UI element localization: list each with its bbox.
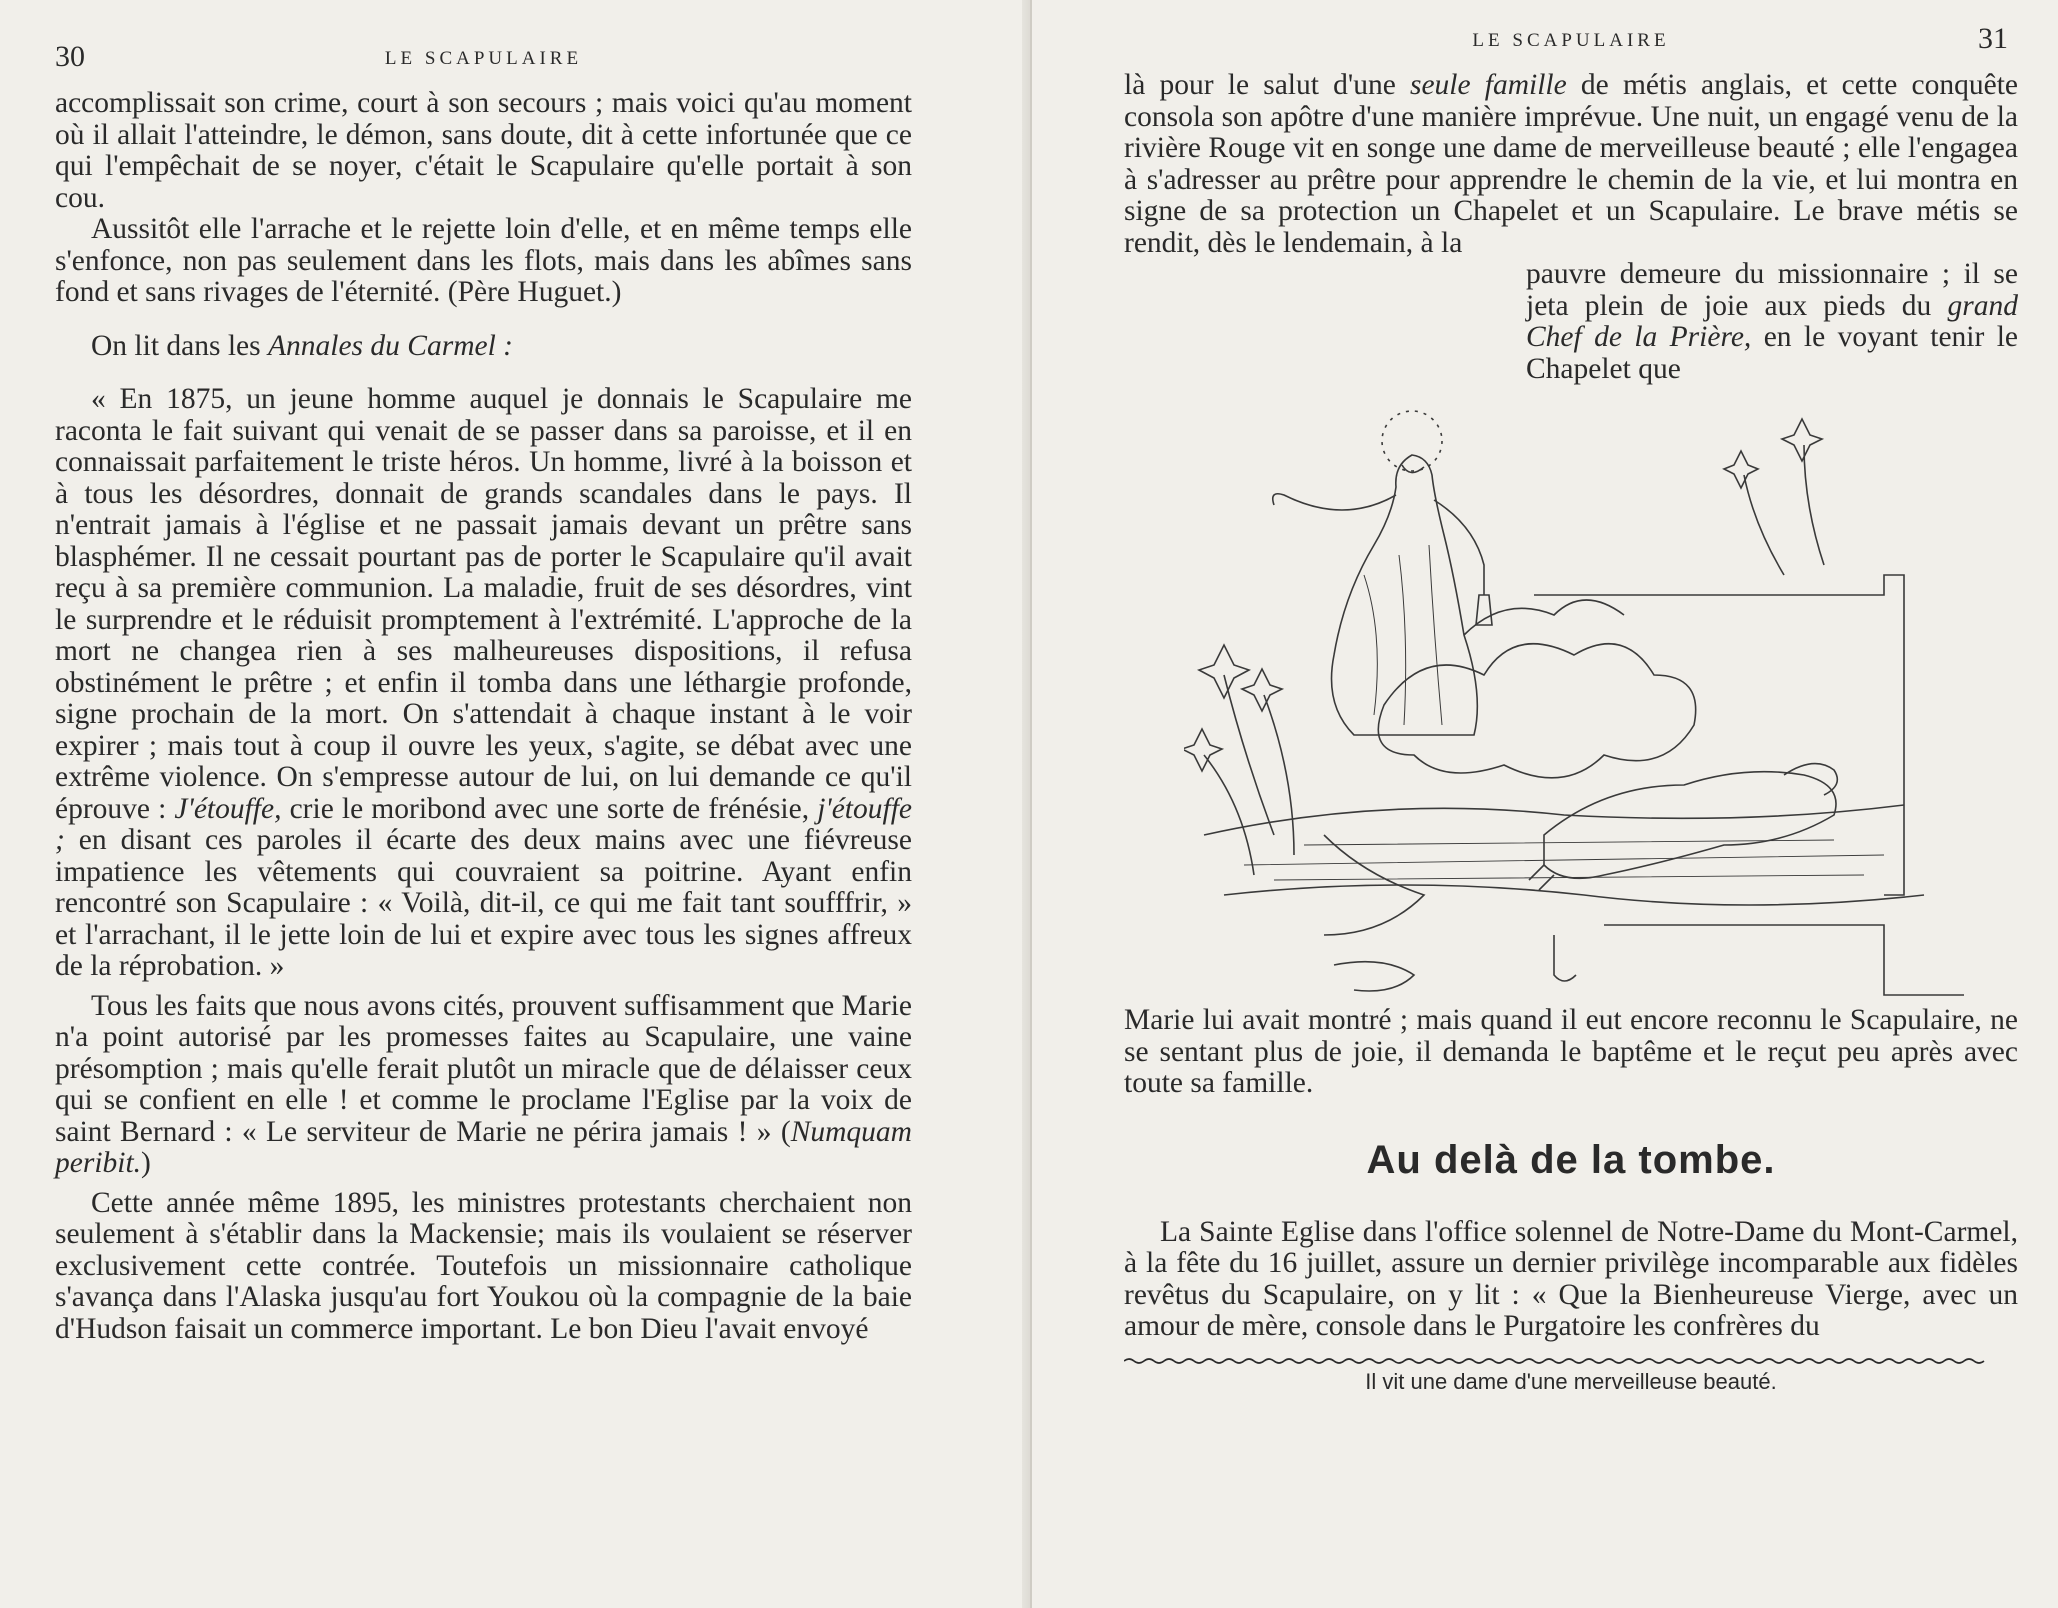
quote-part-2: crie le moribond avec une sorte de frénésie, — [281, 792, 818, 825]
right-page — [1030, 0, 2058, 1608]
lily-stems — [1204, 675, 1294, 875]
seule-famille: seule famille — [1409, 69, 1567, 101]
wavy-rule-line — [1124, 1356, 1994, 1366]
virgin-robe — [1332, 455, 1478, 735]
left-paragraph-1: accomplissait son crime, court à son secours ; mais voici qu'au moment où il allait l'atteindre, le démon, sans doute, dit à cette infortunée que ce qui l'empêchait de se noyer, c'était le Scapulaire qu'elle portait à son cou. — [55, 87, 912, 214]
frame-scroll — [1554, 935, 1576, 981]
ground-line-2 — [1224, 885, 1924, 905]
lily-flower-2 — [1242, 669, 1282, 711]
right-para1-start: là pour le salut d'une — [1124, 69, 1410, 101]
lily-flower-4 — [1782, 419, 1822, 461]
lily-stems-right — [1744, 445, 1824, 575]
quote-emphasis-1: J'étouffe, — [174, 792, 282, 825]
robe-folds — [1364, 545, 1442, 725]
annales-lead: On lit dans les — [91, 329, 268, 362]
wrapped-text-row — [1124, 259, 2018, 385]
annales-title: Annales du Carmel : — [268, 329, 513, 362]
sleeping-man — [1544, 772, 1836, 879]
cloud — [1378, 644, 1695, 778]
halo — [1382, 411, 1442, 471]
wrapped-text — [1526, 259, 2018, 385]
section-title: Au delà de la tombe. — [1366, 1137, 1776, 1182]
left-paragraph-6: Cette année même 1895, les ministres protestants cherchaient non seulement à s'établir dans la Mackensie; mais ils voulaient se réserver exclusivement cette contrée. Toutefois un missionnaire catholique s'avança dans l'Alaska jusqu'au fort Youkou où la compagnie de la baie d'Hudson faisait un commerce important. Le bon Dieu l'avait envoyé — [55, 1186, 912, 1345]
left-running-head — [55, 40, 912, 88]
engraving-illustration — [1184, 375, 1974, 1005]
right-running-title: LE SCAPULAIRE — [1472, 30, 1670, 51]
left-paragraph-2: Aussitôt elle l'arrache et le rejette loin d'elle, et en même temps elle s'enfonce, non pas seulement dans les flots, mais dans les abîmes sans fond et sans rivages de l'éternité. (Père Huguet.) — [55, 213, 912, 308]
virgin-apparition-engraving — [1184, 375, 1974, 1005]
right-running-head — [1124, 22, 2018, 70]
left-paragraph-5 — [55, 991, 912, 1180]
lily-flower-5 — [1724, 451, 1758, 488]
ribbon-end — [1334, 962, 1414, 991]
left-paragraph-3 — [55, 331, 912, 363]
virgin-arm-right — [1434, 500, 1484, 595]
virgin-veil-left — [1273, 494, 1396, 510]
lily-flower-1 — [1199, 645, 1249, 698]
lily-flower-3 — [1184, 729, 1222, 771]
quote-emphasis-2: j'étouffe ; — [55, 792, 912, 856]
ground-hatching — [1244, 840, 1884, 880]
wavy-rule — [1124, 1353, 2018, 1363]
quote-part-3: en disant ces paroles il écarte des deux mains avec une fiévreuse impatience les vêtements qui couvraient sa poitrine. Ayant enfin rencontré son Scapulaire : « Voilà, dit-il, ce qui me fait tant soufffrir, » et l'arrachant, il le jette loin de lui et expire avec tous les signes affreux de la réprobation. » — [55, 824, 912, 982]
para5-end: ) — [141, 1147, 151, 1179]
wrap-end: en le voyant tenir le Chapelet que — [1526, 321, 2018, 385]
grand-chef-de-la-priere: grand Chef de la Prière, — [1526, 289, 2018, 353]
right-paragraph-1 — [1124, 70, 2018, 259]
right-paragraph-after-illustration: Marie lui avait montré ; mais quand il eut encore reconnu le Scapulaire, ne se sentant plus de joie, il demanda le baptême et le reçut peu après avec toute sa famille. — [1124, 1004, 2018, 1099]
frame-bottom — [1604, 925, 1964, 995]
scapular-held — [1476, 595, 1492, 625]
cloud-upper — [1464, 600, 1624, 635]
right-para1-rest: de métis anglais, et cette conquête consola son apôtre d'une manière imprévue. Une nuit, un engagé venu de la rivière Rouge vit en songe une dame de merveilleuse beauté ; elle l'engagea à s'adresser au prêtre pour apprendre le chemin de la vie, et lui montra en signe de sa protection un Chapelet et un Scapulaire. Le brave métis se rendit, dès le lendemain, à la — [1124, 69, 2019, 259]
quote-part-1: « En 1875, un jeune homme auquel je donnais le Scapulaire me raconta le fait suivant qui venait de se passer dans sa paroisse, et il en connaissait parfaitement le triste héros. Un homme, livré à la boisson et à tous les désordres, donnait de grands scandales dans le pays. Il n'entrait jamais à l'église et ne passait jamais devant un prêtre sans blasphémer. Il ne cessait pourtant pas de porter le Scapulaire qu'il avait reçu à sa première communion. La maladie, fruit de ses désordres, vint le surprendre et le réduisit promptement à l'extrémité. L'approche de la mort ne changea rien à ses malheureuses dispositions, il refusa obstinément le prêtre ; et enfin il tomba dans une léthargie profonde, signe prochain de la mort. On s'attendait à chaque instant à le voir expirer ; mais tout à coup il ouvre les yeux, s'agite, se débat avec une extrême violence. On s'empresse autour de lui, on lui demande ce qu'il éprouve : — [55, 383, 912, 825]
right-last-paragraph: La Sainte Eglise dans l'office solennel de Notre-Dame du Mont-Carmel, à la fête du 16 juillet, assure un dernier privilège incomparable aux fidèles revêtus du Scapulaire, on y lit : « Que la Bienheureuse Vierge, avec un amour de mère, console dans le Purgatoire les confrères du — [1124, 1215, 2018, 1342]
ground-line — [1204, 805, 1904, 835]
numquam-peribit: Numquam peribit. — [55, 1115, 912, 1179]
sleeping-man-head — [1784, 764, 1837, 795]
right-page-number: 31 — [1978, 22, 2008, 55]
wrap-start: pauvre demeure du missionnaire ; il se jeta plein de joie aux pieds du — [1526, 258, 2018, 322]
illustration-caption: Il vit une dame d'une merveilleuse beauté. — [1365, 1368, 1777, 1394]
left-quote-paragraph — [55, 384, 912, 983]
left-running-title: LE SCAPULAIRE — [384, 48, 583, 69]
para5-main: Tous les faits que nous avons cités, prouvent suffisamment que Marie n'a point autorisé par les promesses faites au Scapulaire, une vaine présomption ; mais qu'elle ferait plutôt un miracle que de délaisser ceux qui se confient en elle ! et comme le proclame l'Eglise par la voix de saint Bernard : « Le serviteur de Marie ne périra jamais ! » ( — [55, 989, 912, 1148]
left-page-number: 30 — [55, 40, 85, 73]
